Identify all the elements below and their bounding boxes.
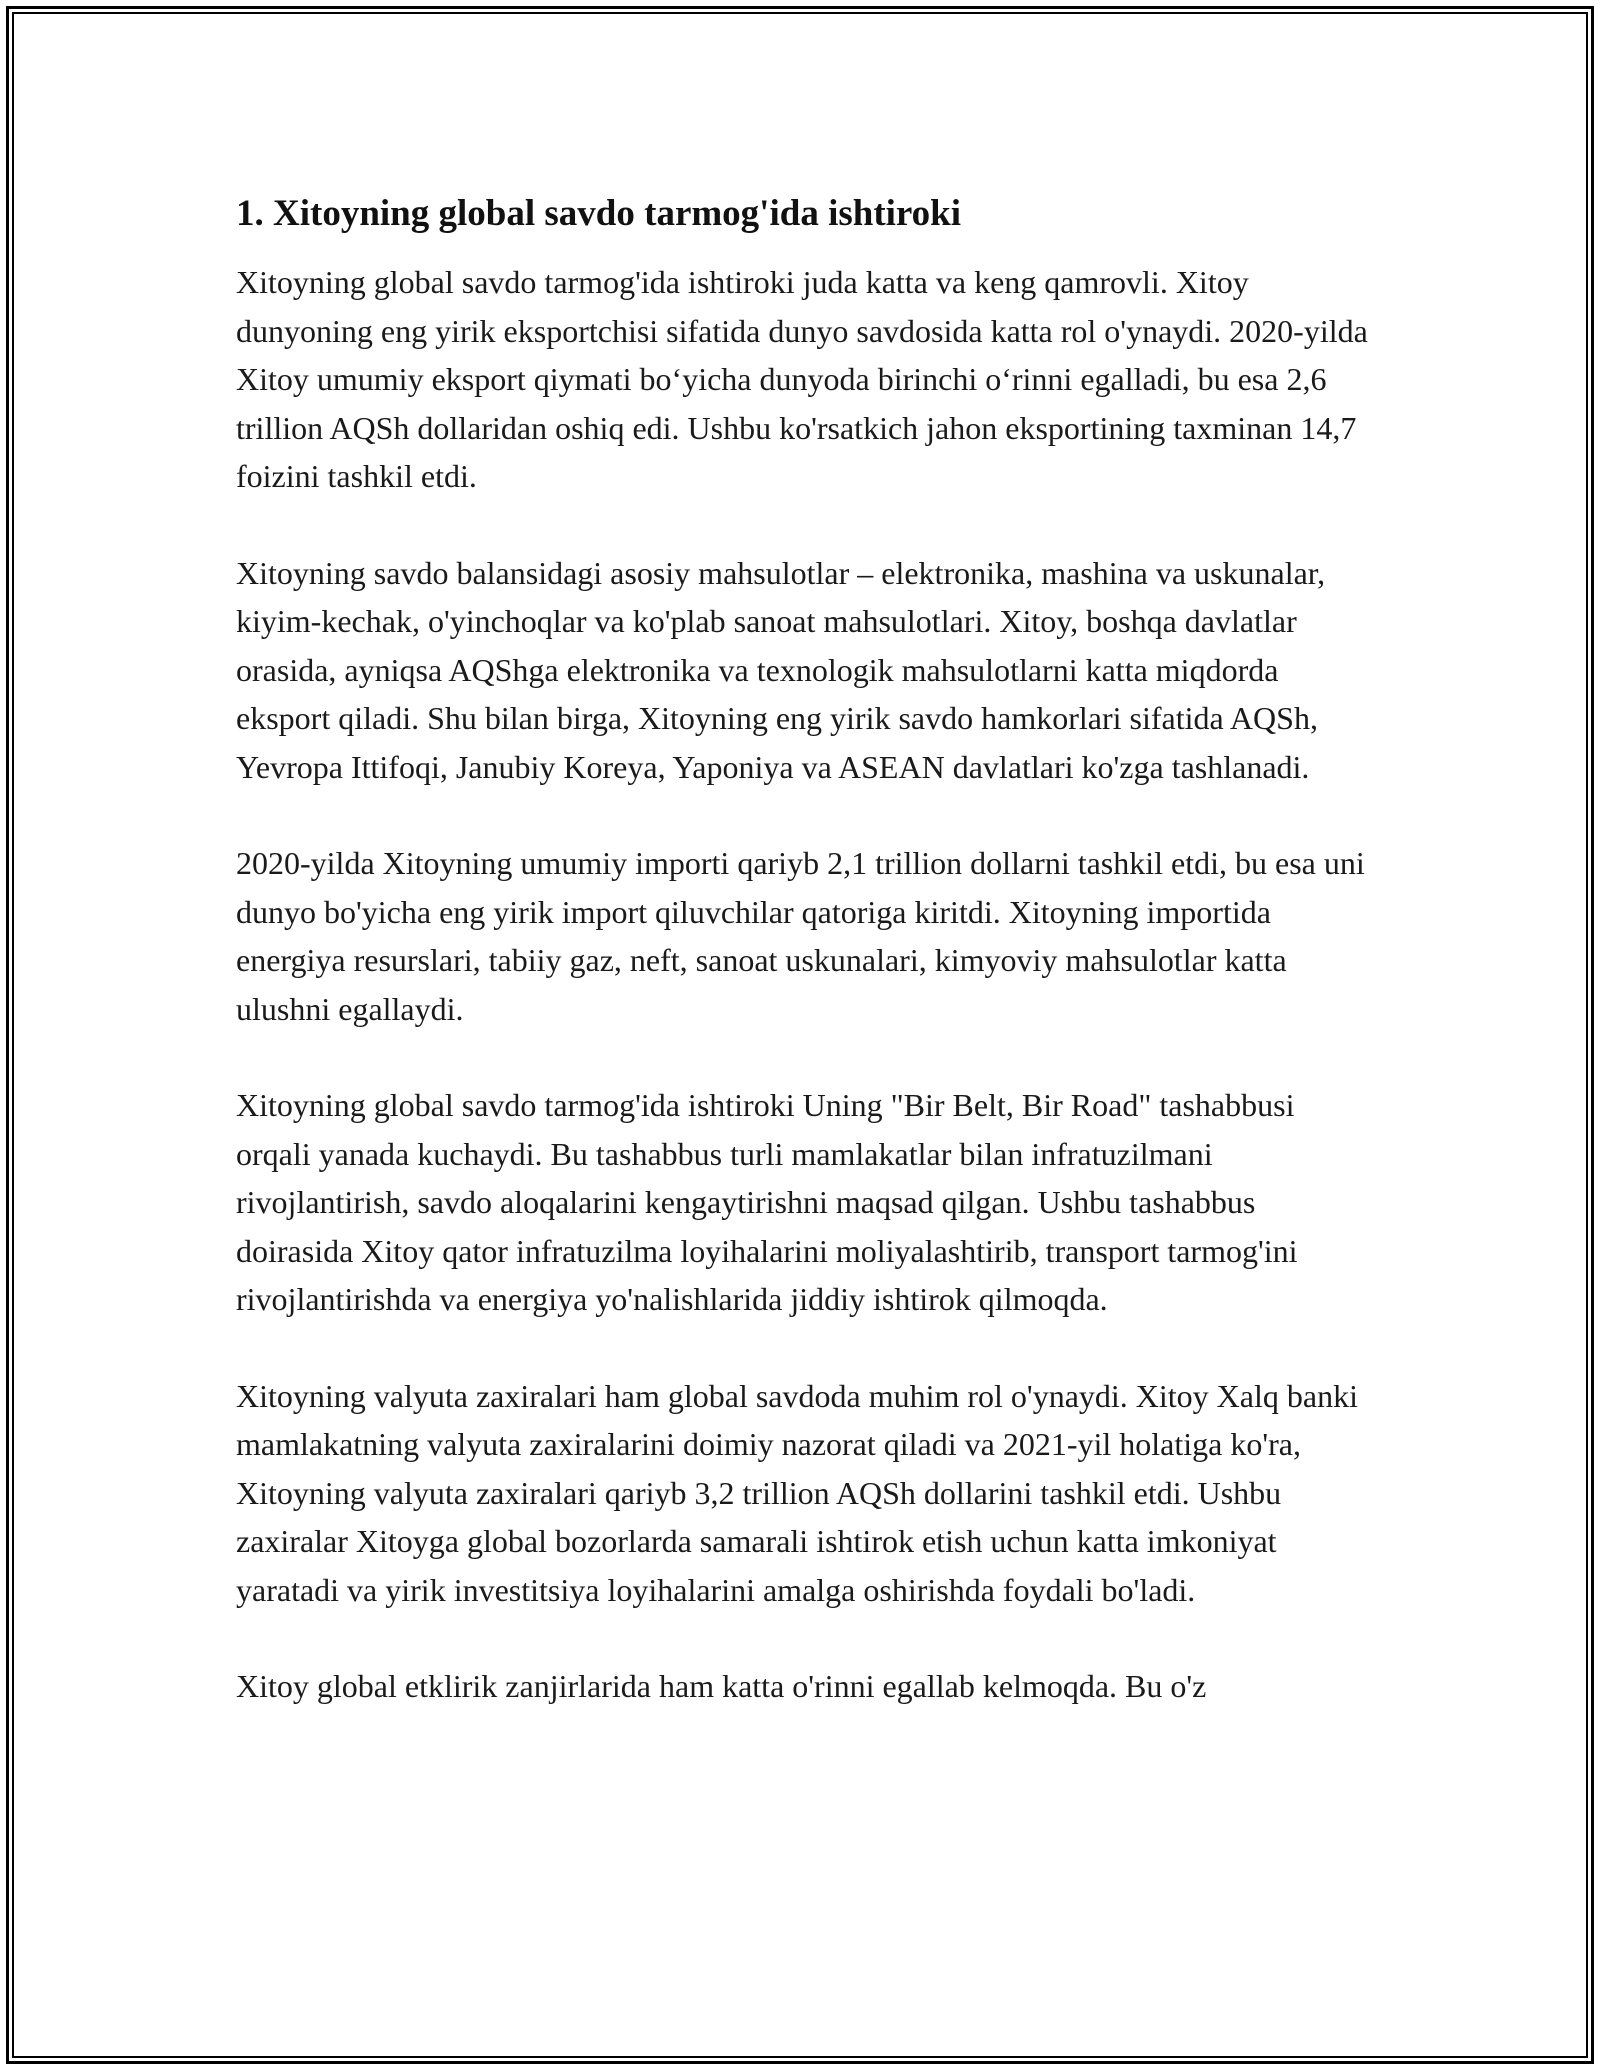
paragraph-trade-products: Xitoyning savdo balansidagi asosiy mahsulotlar – elektronika, mashina va uskunalar, kiyim-kechak, o'yinchoqlar va ko'plab sanoat mahsulotlari. Xitoy, boshqa davlatlar orasida, ayniqsa AQShga elektronika va texnologik mahsulotlarni katta miqdorda eksport qiladi. Shu bilan birga, Xitoyning eng yirik savdo hamkorlari sifatida AQSh, Yevropa Ittifoqi, Janubiy Koreya, Yaponiya va ASEAN davlatlari ko'zga tashlanadi. bbox=[236, 554, 1326, 785]
section-heading: 1. Xitoyning global savdo tarmog'ida ishtiroki bbox=[236, 193, 962, 234]
paragraph-export-overview: Xitoyning global savdo tarmog'ida ishtiroki juda katta va keng qamrovli. Xitoy dunyoning eng yirik eksportchisi sifatida dunyo savdosida katta rol o'ynaydi. 2020-yilda Xitoy umumiy eksport qiymati bo‘yicha dunyoda birinchi o‘rinni egalladi, bu esa 2,6 trillion AQSh dollaridan oshiq edi. Ushbu ko'rsatkich jahon eksportining taxminan 14,7 foizini tashkil etdi. bbox=[236, 264, 1368, 494]
paragraph-currency-reserves: Xitoyning valyuta zaxiralari ham global savdoda muhim rol o'ynaydi. Xitoy Xalq banki mamlakatning valyuta zaxiralarini doimiy nazorat qiladi va 2021-yil holatiga ko'ra, Xitoyning valyuta zaxiralari qariyb 3,2 trillion AQSh dollarini tashkil etdi. Ushbu zaxiralar Xitoyga global bozorlarda samarali ishtirok etish uchun katta imkoniyat yaratadi va yirik investitsiya loyihalarini amalga oshirishda foydali bo'ladi. bbox=[236, 1377, 1358, 1608]
paragraph-belt-road: Xitoyning global savdo tarmog'ida ishtiroki Uning "Bir Belt, Bir Road" tashabbusi orqali yanada kuchaydi. Bu tashabbus turli mamlakatlar bilan infratuzilmani rivojlantirish, savdo aloqalarini kengaytirishni maqsad qilgan. Ushbu tashabbus doirasida Xitoy qator infratuzilma loyihalarini moliyalashtirib, transport tarmog'ini rivojlantirishda va energiya yo'nalishlarida jiddiy ishtirok qilmoqda. bbox=[236, 1087, 1298, 1317]
paragraph-supply-chains: Xitoy global etklirik zanjirlarida ham katta o'rinni egallab kelmoqda. Bu o'z bbox=[236, 1668, 1207, 1704]
document-body bbox=[236, 190, 1376, 1711]
paragraph-imports: 2020-yilda Xitoyning umumiy importi qariyb 2,1 trillion dollarni tashkil etdi, bu esa uni dunyo bo'yicha eng yirik import qiluvchilar qatoriga kiritdi. Xitoyning importida energiya resurslari, tabiiy gaz, neft, sanoat uskunalari, kimyoviy mahsulotlar katta ulushni egallaydi. bbox=[236, 845, 1365, 1027]
